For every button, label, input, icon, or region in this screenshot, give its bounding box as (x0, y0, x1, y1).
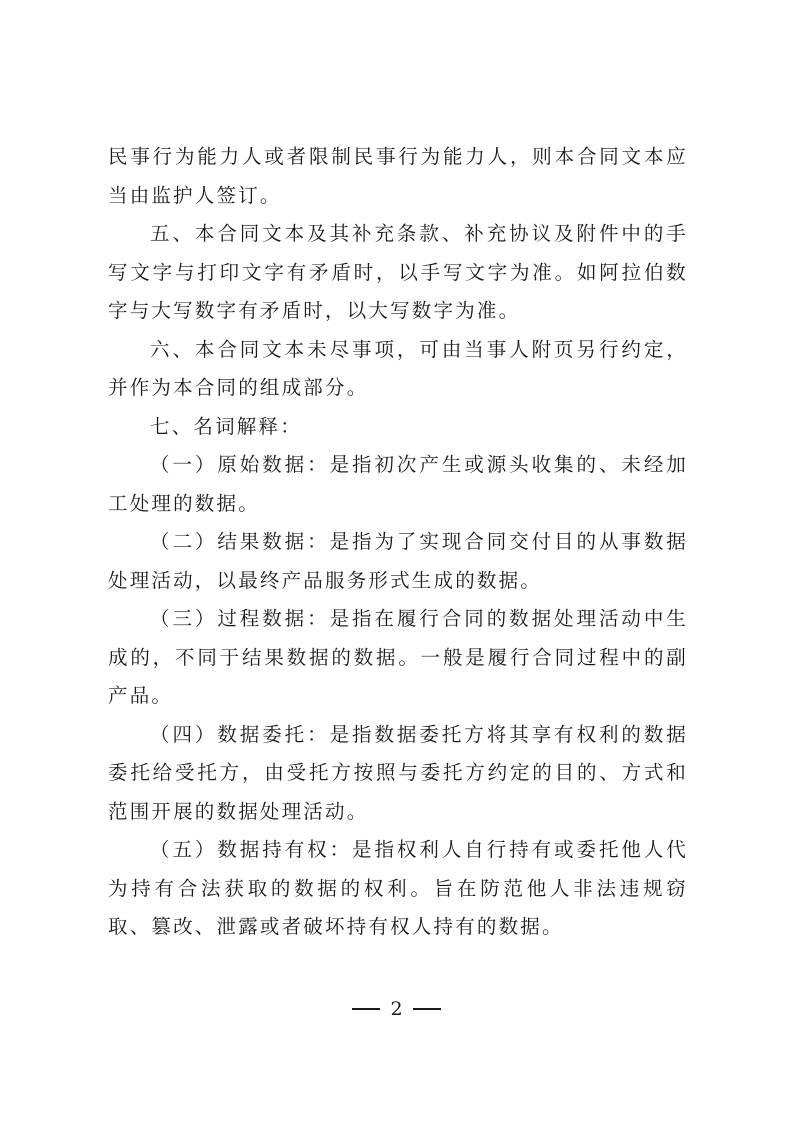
paragraph-clause-5: 五、本合同文本及其补充条款、补充协议及附件中的手写文字与打印文字有矛盾时，以手写文字为准。如阿拉伯数字与大写数字有矛盾时，以大写数字为准。 (108, 222, 688, 322)
document-body (108, 138, 688, 947)
footer-left-dash (352, 1008, 380, 1010)
footer-right-dash (413, 1008, 441, 1010)
page-footer (0, 993, 793, 1024)
paragraph-continuation: 民事行为能力人或者限制民事行为能力人，则本合同文本应当由监护人签订。 (108, 145, 688, 207)
definition-raw-data: （一）原始数据：是指初次产生或源头收集的、未经加工处理的数据。 (108, 453, 688, 515)
paragraph-clause-7-heading: 七、名词解释： (150, 414, 302, 438)
definition-data-holding-right: （五）数据持有权：是指权利人自行持有或委托他人代为持有合法获取的数据的权利。旨在防范他人非法违规窃取、篡改、泄露或者破坏持有权人持有的数据。 (108, 838, 688, 938)
paragraph-clause-6: 六、本合同文本未尽事项，可由当事人附页另行约定，并作为本合同的组成部分。 (108, 337, 688, 399)
definition-data-entrustment: （四）数据委托：是指数据委托方将其享有权利的数据委托给受托方，由受托方按照与委托方约定的目的、方式和范围开展的数据处理活动。 (108, 722, 688, 823)
definition-result-data: （二）结果数据：是指为了实现合同交付目的从事数据处理活动，以最终产品服务形式生成的数据。 (108, 530, 688, 592)
definition-process-data: （三）过程数据：是指在履行合同的数据处理活动中生成的，不同于结果数据的数据。一般是履行合同过程中的副产品。 (108, 607, 688, 707)
page-number: 2 (390, 998, 403, 1020)
